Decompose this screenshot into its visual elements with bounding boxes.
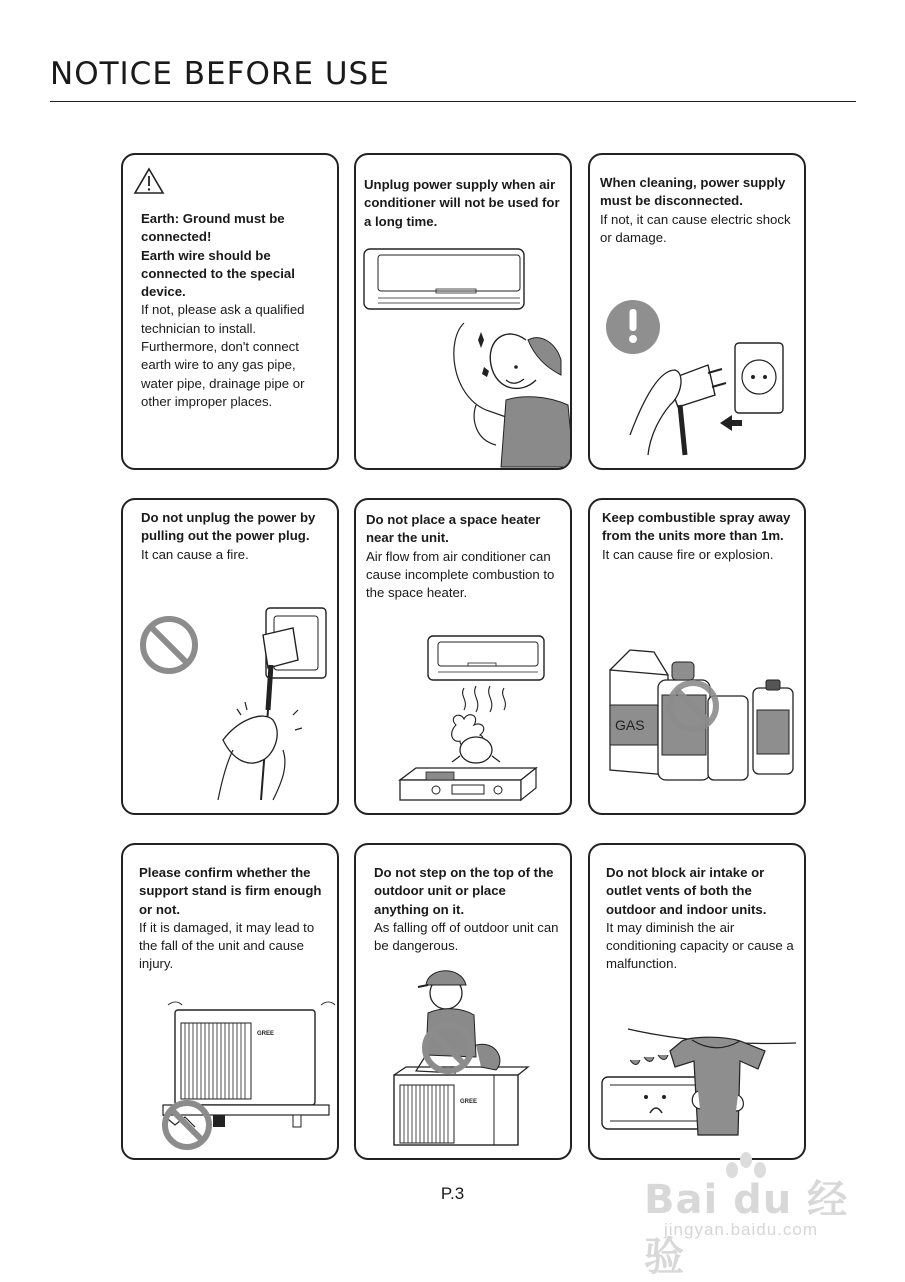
card-bold-text: Earth: Ground must be connected! Earth wire should be connected to the special device.: [141, 211, 295, 300]
card-text: Air flow from air conditioner can cause incomplete combustion to the space heater.: [366, 548, 555, 601]
gas-canisters-illustration: [590, 500, 806, 815]
page-number: P.3: [440, 1184, 465, 1203]
page-title: NOTICE BEFORE USE: [50, 56, 390, 92]
child-on-unit-illustration: [356, 845, 572, 1160]
notice-card-space-heater: [354, 498, 572, 815]
notice-card-earth-ground: [121, 153, 339, 470]
card-bold-text: Do not step on the top of the outdoor unit or place anything on it.: [374, 865, 554, 917]
blocked-vent-illustration: [590, 845, 806, 1160]
card-bold-text: Do not place a space heater near the unit.: [366, 512, 541, 546]
card-bold-text: Please confirm whether the support stand is firm enough or not.: [139, 865, 322, 917]
notice-card-unplug: [354, 153, 572, 470]
card-bold-text: Keep combustible spray away from the units more than 1m.: [602, 510, 791, 544]
notice-card-no-step: [354, 843, 572, 1160]
pull-plug-illustration: [123, 500, 339, 815]
card-text: It can cause fire or explosion.: [602, 546, 774, 562]
notice-card-combustible-spray: [588, 498, 806, 815]
card-text: If not, please ask a qualified technician to install. Furthermore, don't connect earth wire to any gas pipe, water pipe, drainage pipe or other improper places.: [141, 302, 305, 409]
watermark-url: jingyan.baidu.com: [664, 1220, 819, 1239]
card-text: It can cause a fire.: [141, 546, 249, 562]
card-bold-text: Unplug power supply when air conditioner will not be used for a long time.: [364, 177, 560, 229]
card-text: It may diminish the air conditioning capacity or cause a malfunction.: [606, 919, 794, 972]
space-heater-illustration: [356, 500, 572, 815]
notice-card-support-stand: [121, 843, 339, 1160]
gas-label: GAS: [615, 717, 645, 733]
card-bold-text: When cleaning, power supply must be disconnected.: [600, 175, 786, 209]
card-text: If not, it can cause electric shock or damage.: [600, 211, 791, 245]
brand-label: GREE: [257, 1031, 275, 1037]
prohibition-icon: [143, 619, 195, 671]
cleaning-plug-illustration: [590, 155, 806, 470]
card-bold-text: Do not unplug the power by pulling out the power plug.: [141, 510, 316, 544]
outdoor-unit-stand-illustration: [123, 845, 339, 1160]
notice-card-cleaning: [588, 153, 806, 470]
notice-card-no-pull-plug: [121, 498, 339, 815]
exclamation-icon: [606, 300, 660, 354]
card-text: If it is damaged, it may lead to the fall of the unit and cause injury.: [139, 919, 315, 972]
brand-label: GREE: [460, 1099, 478, 1105]
title-underline: [50, 101, 856, 102]
card-bold-text: Do not block air intake or outlet vents of both the outdoor and indoor units.: [606, 865, 767, 917]
notice-card-no-block-vents: [588, 843, 806, 1160]
watermark-logo-text: Bai du 经验: [644, 1177, 849, 1280]
baidu-watermark: [638, 1150, 868, 1280]
card-text: As falling off of outdoor unit can be dangerous.: [374, 919, 559, 954]
indoor-unit-unplug-illustration: [356, 155, 572, 470]
